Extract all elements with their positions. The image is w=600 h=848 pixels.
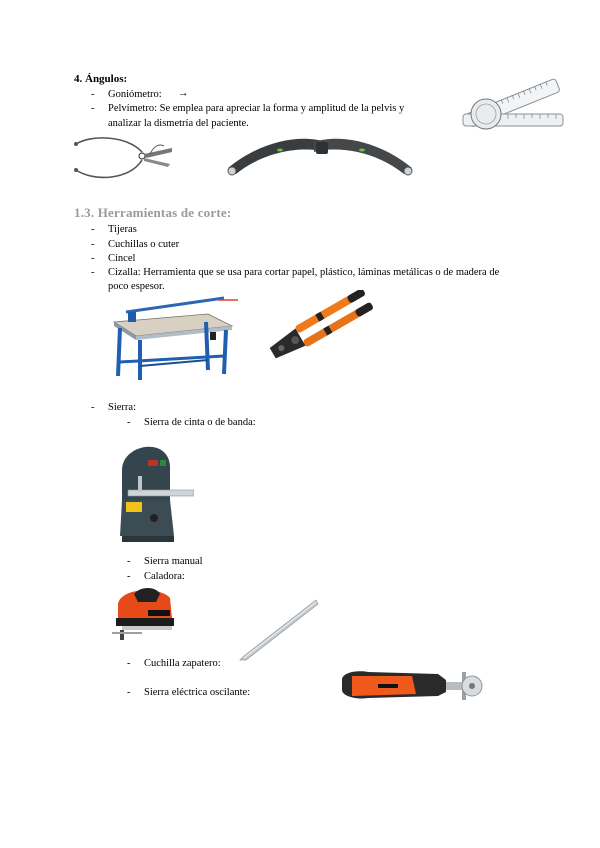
cizalla-line2: poco espesor.: [108, 281, 165, 292]
pelvimeter-arc-image: [222, 134, 418, 180]
sierra-oscilante-label: Sierra eléctrica oscilante:: [144, 687, 251, 698]
section-title: 1.3. Herramientas de corte:: [74, 205, 232, 220]
item-cincel: Cincel: [108, 253, 136, 264]
bullet-dash: -: [91, 103, 95, 114]
item-tijeras: Tijeras: [108, 224, 137, 235]
item-cuchillas: Cuchillas o cuter: [108, 239, 180, 250]
shoemaker-knife-image: [236, 598, 320, 662]
bullet-dash: -: [91, 253, 95, 264]
band-saw-image: [108, 436, 194, 548]
goniometro-label: Goniómetro:: [108, 89, 162, 100]
guillotine-shear-image: [106, 292, 238, 384]
bullet-dash: -: [91, 239, 95, 250]
bullet-dash: -: [91, 402, 95, 413]
cuchilla-zapatero-label: Cuchilla zapatero:: [144, 658, 221, 669]
bullet-dash: -: [127, 571, 131, 582]
bullet-dash: -: [127, 687, 131, 698]
sierra-cinta-label: Sierra de cinta o de banda:: [144, 417, 256, 428]
arrow-icon: →: [178, 88, 189, 99]
bullet-dash: -: [91, 89, 95, 100]
bullet-dash: -: [91, 267, 95, 278]
sierra-manual-label: Sierra manual: [144, 556, 203, 567]
bullet-dash: -: [127, 658, 131, 669]
item-sierra: Sierra:: [108, 402, 136, 413]
pelvimeter-caliper-image: [72, 134, 176, 184]
pelvimetro-line2: analizar la dismetría del paciente.: [108, 118, 249, 129]
bullet-dash: -: [91, 224, 95, 235]
bullet-dash: -: [127, 556, 131, 567]
angles-heading: 4. Ángulos:: [74, 73, 128, 85]
cizalla-line1: Cizalla: Herramienta que se usa para cortar papel, plástico, láminas metálicas o de madera de: [108, 267, 500, 278]
jigsaw-image: [108, 584, 176, 642]
bolt-cutter-image: [262, 290, 378, 364]
oscillating-saw-image: [338, 664, 488, 708]
bullet-dash: -: [127, 417, 131, 428]
caladora-label: Caladora:: [144, 571, 185, 582]
pelvimetro-line1: Pelvímetro: Se emplea para apreciar la forma y amplitud de la pelvis y: [108, 103, 405, 114]
goniometer-image: [458, 74, 568, 136]
